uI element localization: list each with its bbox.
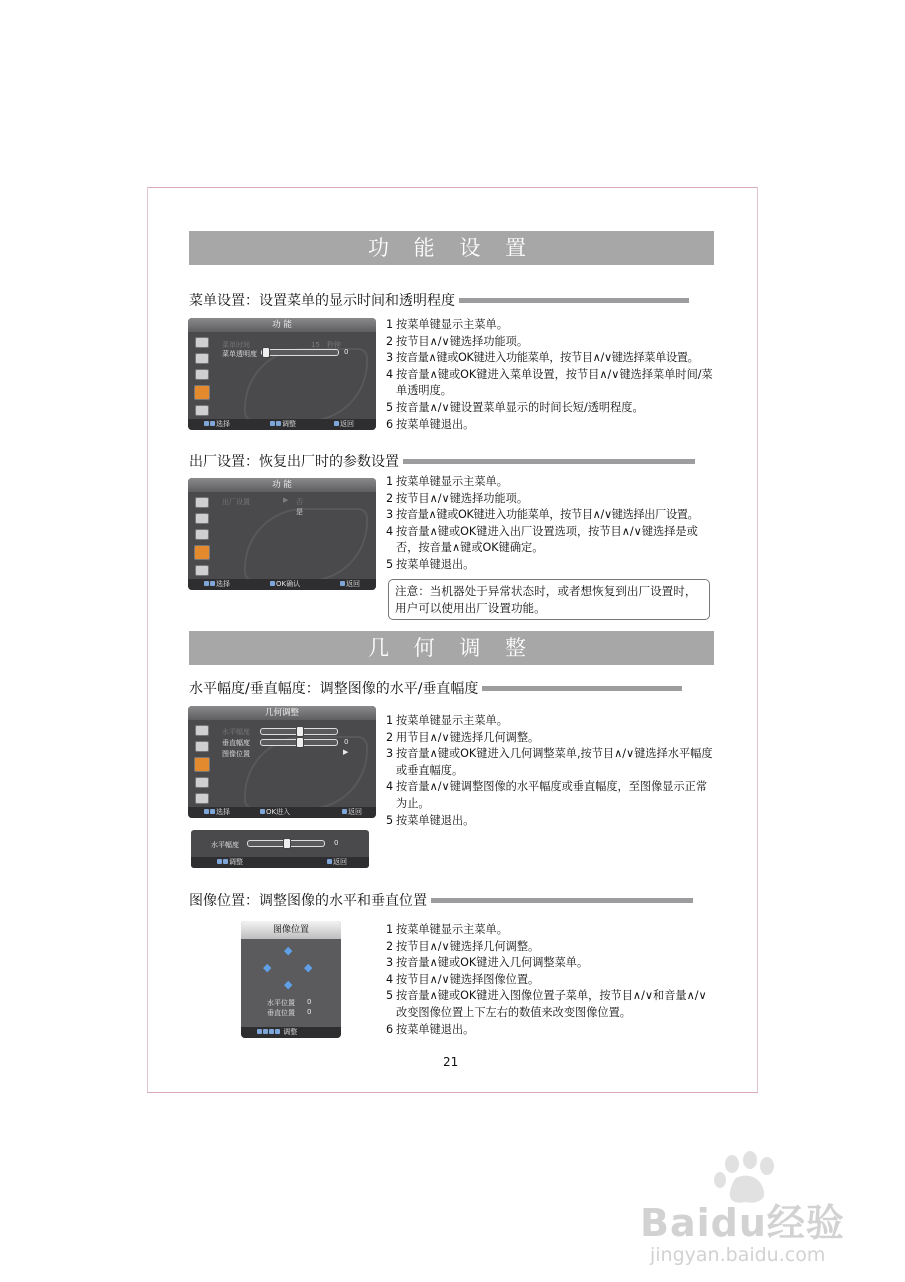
osd-title: 几何调整 — [188, 706, 376, 720]
menu-settings-heading-text: 菜单设置：设置菜单的显示时间和透明程度 — [189, 293, 455, 309]
step: 6 按菜单键退出。 — [386, 417, 475, 431]
step: 5 按菜单键退出。 — [386, 557, 475, 571]
geometry-icon — [194, 757, 210, 772]
step: 5 按菜单键退出。 — [386, 813, 475, 827]
picture-icon — [195, 337, 209, 348]
screen-icon — [195, 405, 209, 416]
submenu-arrow-icon: ▶ — [343, 748, 349, 756]
v-position-value: 0 — [307, 1008, 312, 1016]
sub-osd-footer — [191, 857, 369, 868]
step: 2 按节目∧/∨键选择几何调整。 — [386, 939, 540, 953]
amplitude-heading-text: 水平幅度/垂直幅度：调整图像的水平/垂直幅度 — [189, 681, 479, 697]
function-icon — [194, 545, 210, 560]
bottom-rule — [147, 1092, 758, 1093]
footer-adjust: 调整 — [282, 420, 296, 428]
step: 3 按音量∧键或OK键进入几何调整菜单,按节目∧/∨键选择水平幅度或垂直幅度。 — [386, 747, 713, 777]
menu-key-icon — [327, 859, 332, 864]
nav-key-icon — [269, 1029, 274, 1034]
heading-bar — [459, 298, 689, 303]
picture-icon — [195, 725, 209, 736]
osd-footer — [188, 579, 376, 590]
screen-icon — [195, 565, 209, 576]
nav-key-icon — [276, 421, 281, 426]
osd-row-picture-position: 图像位置 — [222, 750, 250, 758]
nav-key-icon — [275, 1029, 280, 1034]
step: 2 按节目∧/∨键选择功能项。 — [386, 491, 529, 505]
step: 5 按音量∧/∨键设置菜单显示的时间长短/透明程度。 — [386, 400, 644, 414]
ok-key-icon — [260, 809, 265, 814]
footer-adjust: 调整 — [283, 1028, 298, 1036]
amplitude-heading — [189, 678, 682, 698]
right-rule — [757, 187, 758, 1092]
clock-icon — [195, 529, 209, 540]
step: 6 按菜单键退出。 — [386, 1022, 475, 1036]
osd-footer — [241, 1027, 341, 1038]
nav-key-icon — [223, 859, 228, 864]
left-arrow-icon: ◆ — [263, 961, 272, 974]
osd-swirl-decoration — [244, 348, 368, 422]
geometry-osd-screen — [188, 706, 376, 818]
function-icon — [195, 777, 209, 788]
v-amplitude-value: 0 — [344, 738, 349, 746]
footer-select: 选择 — [216, 420, 230, 428]
factory-reset-note: 注意：当机器处于异常状态时，或者想恢复到出厂设置时，用户可以使用出厂设置功能。 — [388, 579, 710, 620]
left-rule — [147, 187, 148, 1092]
option-yes: 是 — [296, 508, 303, 516]
right-arrow-icon: ◆ — [304, 961, 313, 974]
osd-row-h-position: 水平位置 — [267, 999, 295, 1007]
sub-osd-slider — [247, 840, 325, 847]
footer-select: 选择 — [216, 580, 230, 588]
footer-ok-confirm: OK确认 — [276, 580, 301, 588]
osd-swirl-decoration — [244, 508, 368, 582]
nav-key-icon — [257, 1029, 262, 1034]
osd-row-v-position: 垂直位置 — [267, 1009, 295, 1017]
osd-row-factory-reset: 出厂设置 — [222, 498, 250, 506]
step: 5 按音量∧键或OK键进入图像位置子菜单，按节目∧/∨和音量∧/∨改变图像位置上下左右的数值来改变图像位置。 — [386, 989, 707, 1019]
clock-icon — [195, 369, 209, 380]
nav-key-icon — [217, 859, 222, 864]
screen-icon — [195, 793, 209, 804]
baidu-watermark — [640, 1148, 880, 1278]
footer-select: 选择 — [216, 808, 230, 816]
osd-swirl-decoration — [244, 736, 368, 810]
step: 4 按音量∧/∨键调整图像的水平幅度或垂直幅度，至图像显示正常为止。 — [386, 780, 708, 810]
position-osd-screen — [241, 921, 341, 1038]
heading-bar — [403, 459, 695, 464]
transparency-slider — [261, 349, 339, 356]
step: 3 按音量∧键或OK键进入功能菜单，按节目∧/∨键选择菜单设置。 — [386, 351, 699, 365]
osd-title: 功 能 — [188, 318, 376, 332]
geometry-banner: 几 何 调 整 — [189, 631, 714, 665]
option-no: 否 — [296, 498, 303, 506]
sound-icon — [195, 741, 209, 752]
osd-title: 图像位置 — [241, 921, 341, 939]
picture-icon — [195, 497, 209, 508]
nav-key-icon — [210, 421, 215, 426]
menu-key-icon — [334, 421, 339, 426]
osd-row-menu-time-value: 15 秒钟 — [311, 341, 341, 349]
position-heading — [189, 890, 693, 910]
factory-settings-heading-text: 出厂设置：恢复出厂时的参数设置 — [189, 454, 399, 470]
footer-back: 返回 — [333, 858, 347, 866]
slider-knob — [296, 726, 304, 737]
step: 3 按音量∧键或OK键进入功能菜单，按节目∧/∨键选择出厂设置。 — [386, 508, 699, 522]
nav-key-icon — [204, 809, 209, 814]
footer-back: 返回 — [348, 808, 362, 816]
osd-footer — [188, 807, 376, 818]
nav-key-icon — [204, 581, 209, 586]
top-rule — [147, 187, 758, 188]
watermark-url: jingyan.baidu.com — [650, 1244, 826, 1266]
slider-knob — [296, 737, 304, 748]
sound-icon — [195, 513, 209, 524]
menu-settings-heading — [189, 290, 689, 310]
osd-row-transparency: 菜单透明度 — [222, 350, 257, 358]
h-amplitude-slider — [260, 728, 338, 735]
menu-key-icon — [340, 581, 345, 586]
sub-osd-label: 水平幅度 — [211, 841, 239, 849]
step: 4 按音量∧键或OK键进入菜单设置，按节目∧/∨键选择菜单时间/菜单透明度。 — [386, 367, 713, 398]
step: 2 按节目∧/∨键选择功能项。 — [386, 334, 529, 348]
function-icon — [194, 385, 210, 400]
factory-steps — [386, 474, 714, 574]
osd-footer — [188, 419, 376, 430]
menu-steps — [386, 317, 714, 433]
sub-osd-value: 0 — [334, 839, 339, 847]
osd-side-icons — [193, 720, 209, 818]
function-settings-banner: 功 能 设 置 — [189, 231, 714, 265]
step: 1 按菜单键显示主菜单。 — [386, 923, 508, 936]
slider-knob — [283, 838, 291, 849]
nav-key-icon — [204, 421, 209, 426]
step: 1 按菜单键显示主菜单。 — [386, 318, 508, 331]
osd-row-transparency-value: 0 — [344, 348, 349, 356]
osd-title: 功 能 — [188, 478, 376, 492]
down-arrow-icon: ◆ — [284, 978, 293, 991]
up-arrow-icon: ◆ — [284, 944, 293, 957]
step: 4 按音量∧键或OK键进入出厂设置选项，按节目∧/∨键选择是或否，按音量∧键或OK键确定。 — [386, 524, 698, 555]
menu-osd-screen — [188, 318, 376, 430]
nav-key-icon — [210, 809, 215, 814]
position-steps — [386, 922, 714, 1038]
page-number: 21 — [443, 1055, 459, 1069]
slider-knob — [262, 347, 270, 358]
osd-row-v-amplitude: 垂直幅度 — [222, 739, 250, 747]
osd-side-icons — [193, 492, 209, 590]
osd-row-menu-time: 菜单时间 — [222, 341, 250, 349]
step: 4 按节目∧/∨键选择图像位置。 — [386, 972, 540, 986]
amplitude-steps — [386, 713, 716, 829]
osd-side-icons — [193, 332, 209, 430]
h-position-value: 0 — [307, 998, 312, 1006]
factory-settings-heading — [189, 451, 695, 471]
footer-ok-enter: OK进入 — [266, 808, 291, 816]
position-heading-text: 图像位置：调整图像的水平和垂直位置 — [189, 893, 427, 909]
nav-key-icon — [263, 1029, 268, 1034]
step: 1 按菜单键显示主菜单。 — [386, 475, 508, 488]
osd-row-h-amplitude: 水平幅度 — [222, 728, 250, 736]
factory-osd-screen — [188, 478, 376, 590]
sound-icon — [195, 353, 209, 364]
nav-key-icon — [210, 581, 215, 586]
heading-bar — [482, 686, 682, 691]
footer-back: 返回 — [346, 580, 360, 588]
h-amplitude-sub-osd — [191, 830, 369, 868]
menu-key-icon — [342, 809, 347, 814]
footer-adjust: 调整 — [229, 858, 243, 866]
play-arrow-icon: ▶ — [283, 496, 289, 504]
watermark-brand: Baidu经验 — [640, 1201, 845, 1245]
step: 2 用节目∧/∨键选择几何调整。 — [386, 730, 540, 744]
step: 3 按音量∧键或OK键进入几何调整菜单。 — [386, 956, 589, 970]
footer-back: 返回 — [340, 420, 354, 428]
nav-key-icon — [270, 421, 275, 426]
v-amplitude-slider — [260, 739, 338, 746]
heading-bar — [431, 898, 693, 903]
step: 1 按菜单键显示主菜单。 — [386, 714, 508, 727]
ok-key-icon — [270, 581, 275, 586]
